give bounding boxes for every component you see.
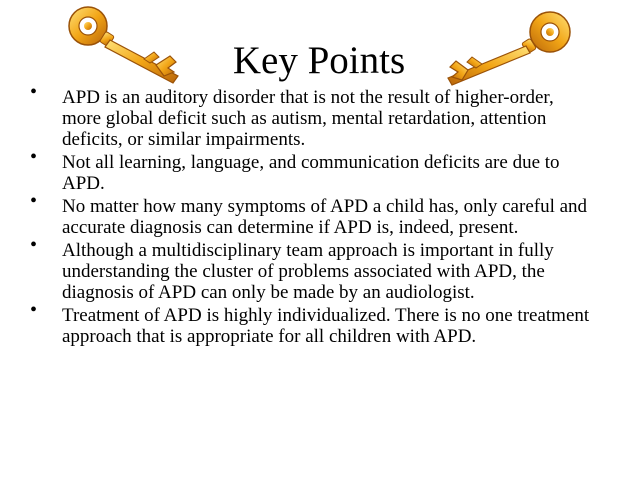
bullet-marker: • <box>30 234 38 256</box>
bullet-item <box>30 146 590 194</box>
bullet-text: No matter how many symptoms of APD a child has, only careful and accurate diagnosis can determine if APD is, indeed, present. <box>62 196 588 238</box>
bullet-text: APD is an auditory disorder that is not the result of higher-order, more global deficit such as autism, mental retardation, attention deficits, or similar impairments. <box>62 87 554 150</box>
bullet-marker: • <box>30 190 38 212</box>
bullet-item <box>30 234 590 303</box>
bullet-item <box>30 81 590 150</box>
bullet-item <box>30 299 590 347</box>
bullet-item <box>30 190 590 238</box>
slide-title: Key Points <box>232 39 406 82</box>
bullet-marker: • <box>30 81 38 103</box>
bullet-list <box>30 81 590 349</box>
bullet-marker: • <box>30 299 38 321</box>
bullet-text: Treatment of APD is highly individualized. There is no one treatment approach that is appropriate for all children with APD. <box>62 305 590 347</box>
bullet-marker: • <box>30 146 38 168</box>
bullet-text: Not all learning, language, and communication deficits are due to APD. <box>62 152 560 194</box>
bullet-text: Although a multidisciplinary team approach is important in fully understanding the cluster of problems associated with APD, the diagnosis of APD can only be made by an audiologist. <box>62 240 554 303</box>
